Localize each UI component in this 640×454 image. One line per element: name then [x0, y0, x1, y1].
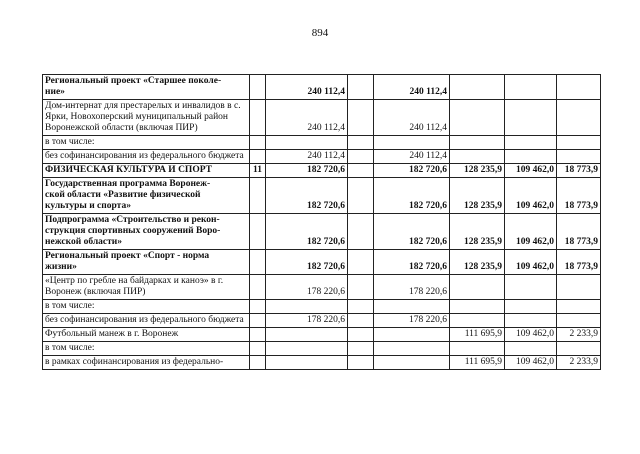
row-value-cell: 178 220,6 — [374, 275, 450, 300]
table-row — [43, 178, 601, 214]
row-value-cell — [266, 328, 348, 342]
row-value-cell: 128 235,9 — [450, 164, 505, 178]
row-value-cell — [348, 250, 374, 275]
row-value-cell — [557, 300, 601, 314]
row-value-cell: 18 773,9 — [557, 250, 601, 275]
row-value-cell: 178 220,6 — [374, 314, 450, 328]
table-row — [43, 164, 601, 178]
row-code-cell — [250, 314, 266, 328]
row-name-cell: Региональный проект «Старшее поколе- ние» — [43, 75, 250, 100]
page-number: 894 — [311, 27, 329, 39]
row-value-cell: 240 112,4 — [374, 75, 450, 100]
row-value-cell — [450, 100, 505, 136]
row-value-cell: 109 462,0 — [505, 214, 557, 250]
row-code-cell — [250, 75, 266, 100]
row-value-cell: 111 695,9 — [450, 328, 505, 342]
row-value-cell — [557, 75, 601, 100]
row-code-cell — [250, 136, 266, 150]
row-code-cell — [250, 178, 266, 214]
table-row — [43, 136, 601, 150]
row-value-cell: 109 462,0 — [505, 178, 557, 214]
row-value-cell: 109 462,0 — [505, 328, 557, 342]
row-code-cell — [250, 300, 266, 314]
row-code-cell — [250, 275, 266, 300]
row-value-cell — [557, 275, 601, 300]
table-row — [43, 328, 601, 342]
row-value-cell — [266, 342, 348, 356]
row-code-cell: 11 — [250, 164, 266, 178]
row-value-cell — [266, 356, 348, 370]
row-value-cell: 182 720,6 — [266, 214, 348, 250]
table-row — [43, 150, 601, 164]
row-name-cell: Государственная программа Воронеж- ской области «Развитие физической культуры и спорта» — [43, 178, 250, 214]
row-name-cell: без софинансирования из федерального бюджета — [43, 150, 250, 164]
row-value-cell: 18 773,9 — [557, 214, 601, 250]
row-name-cell: Дом-интернат для престарелых и инвалидов в с. Ярки, Новохоперский муниципальный район Воронежской области (включая ПИР) — [43, 100, 250, 136]
row-value-cell — [374, 300, 450, 314]
row-value-cell: 240 112,4 — [374, 100, 450, 136]
table-row — [43, 275, 601, 300]
row-value-cell — [348, 100, 374, 136]
row-value-cell — [348, 136, 374, 150]
row-value-cell — [348, 150, 374, 164]
row-code-cell — [250, 356, 266, 370]
row-value-cell: 240 112,4 — [266, 150, 348, 164]
row-value-cell — [505, 75, 557, 100]
row-name-cell: без софинансирования из федерального бюджета — [43, 314, 250, 328]
row-value-cell — [557, 342, 601, 356]
row-value-cell — [450, 136, 505, 150]
row-value-cell: 182 720,6 — [374, 178, 450, 214]
row-value-cell — [348, 178, 374, 214]
row-value-cell — [450, 314, 505, 328]
table-row — [43, 100, 601, 136]
row-value-cell: 128 235,9 — [450, 178, 505, 214]
table-row — [43, 342, 601, 356]
table-row — [43, 75, 601, 100]
row-value-cell: 182 720,6 — [374, 250, 450, 275]
row-value-cell — [374, 356, 450, 370]
row-name-cell: в том числе: — [43, 136, 250, 150]
row-value-cell — [374, 342, 450, 356]
row-value-cell: 2 233,9 — [557, 328, 601, 342]
row-value-cell — [348, 275, 374, 300]
row-value-cell — [348, 164, 374, 178]
row-value-cell: 111 695,9 — [450, 356, 505, 370]
row-name-cell: Подпрограмма «Строительство и рекон- струкция спортивных сооружений Воро- нежской области» — [43, 214, 250, 250]
row-code-cell — [250, 100, 266, 136]
row-value-cell: 109 462,0 — [505, 164, 557, 178]
row-value-cell — [505, 300, 557, 314]
row-value-cell — [450, 300, 505, 314]
row-name-cell: Футбольный манеж в г. Воронеж — [43, 328, 250, 342]
row-value-cell: 128 235,9 — [450, 214, 505, 250]
row-name-cell: в том числе: — [43, 342, 250, 356]
row-value-cell — [450, 150, 505, 164]
row-code-cell — [250, 250, 266, 275]
row-value-cell — [505, 314, 557, 328]
row-value-cell: 182 720,6 — [374, 214, 450, 250]
row-value-cell — [266, 136, 348, 150]
row-value-cell — [557, 150, 601, 164]
row-value-cell: 240 112,4 — [266, 100, 348, 136]
row-value-cell: 109 462,0 — [505, 250, 557, 275]
row-code-cell — [250, 214, 266, 250]
row-value-cell — [348, 214, 374, 250]
row-value-cell: 182 720,6 — [266, 178, 348, 214]
row-value-cell — [505, 100, 557, 136]
row-value-cell: 182 720,6 — [374, 164, 450, 178]
row-value-cell — [374, 136, 450, 150]
row-value-cell: 178 220,6 — [266, 314, 348, 328]
row-value-cell: 109 462,0 — [505, 356, 557, 370]
row-value-cell — [450, 75, 505, 100]
budget-table — [42, 74, 601, 370]
row-name-cell: в рамках софинансирования из федерально- — [43, 356, 250, 370]
row-value-cell: 18 773,9 — [557, 164, 601, 178]
row-value-cell — [348, 75, 374, 100]
row-value-cell: 2 233,9 — [557, 356, 601, 370]
row-value-cell: 178 220,6 — [266, 275, 348, 300]
row-value-cell: 182 720,6 — [266, 250, 348, 275]
table-row — [43, 300, 601, 314]
row-value-cell — [505, 150, 557, 164]
row-value-cell — [450, 275, 505, 300]
row-value-cell — [505, 342, 557, 356]
row-value-cell: 182 720,6 — [266, 164, 348, 178]
row-value-cell — [348, 300, 374, 314]
row-code-cell — [250, 342, 266, 356]
row-code-cell — [250, 150, 266, 164]
row-value-cell — [505, 275, 557, 300]
row-value-cell — [557, 100, 601, 136]
row-value-cell — [505, 136, 557, 150]
row-name-cell: «Центр по гребле на байдарках и каноэ» в г. Воронеж (включая ПИР) — [43, 275, 250, 300]
row-value-cell — [450, 342, 505, 356]
row-value-cell — [348, 356, 374, 370]
table-row — [43, 314, 601, 328]
row-value-cell — [348, 314, 374, 328]
row-value-cell: 240 112,4 — [266, 75, 348, 100]
row-value-cell — [374, 328, 450, 342]
row-value-cell: 18 773,9 — [557, 178, 601, 214]
row-code-cell — [250, 328, 266, 342]
table-row — [43, 250, 601, 275]
table-row — [43, 214, 601, 250]
row-name-cell: в том числе: — [43, 300, 250, 314]
row-value-cell — [266, 300, 348, 314]
row-value-cell — [348, 328, 374, 342]
row-name-cell: Региональный проект «Спорт - норма жизни» — [43, 250, 250, 275]
row-name-cell: ФИЗИЧЕСКАЯ КУЛЬТУРА И СПОРТ — [43, 164, 250, 178]
row-value-cell — [557, 314, 601, 328]
row-value-cell — [557, 136, 601, 150]
row-value-cell: 240 112,4 — [374, 150, 450, 164]
table-body — [43, 75, 601, 370]
row-value-cell — [348, 342, 374, 356]
table-row — [43, 356, 601, 370]
row-value-cell: 128 235,9 — [450, 250, 505, 275]
